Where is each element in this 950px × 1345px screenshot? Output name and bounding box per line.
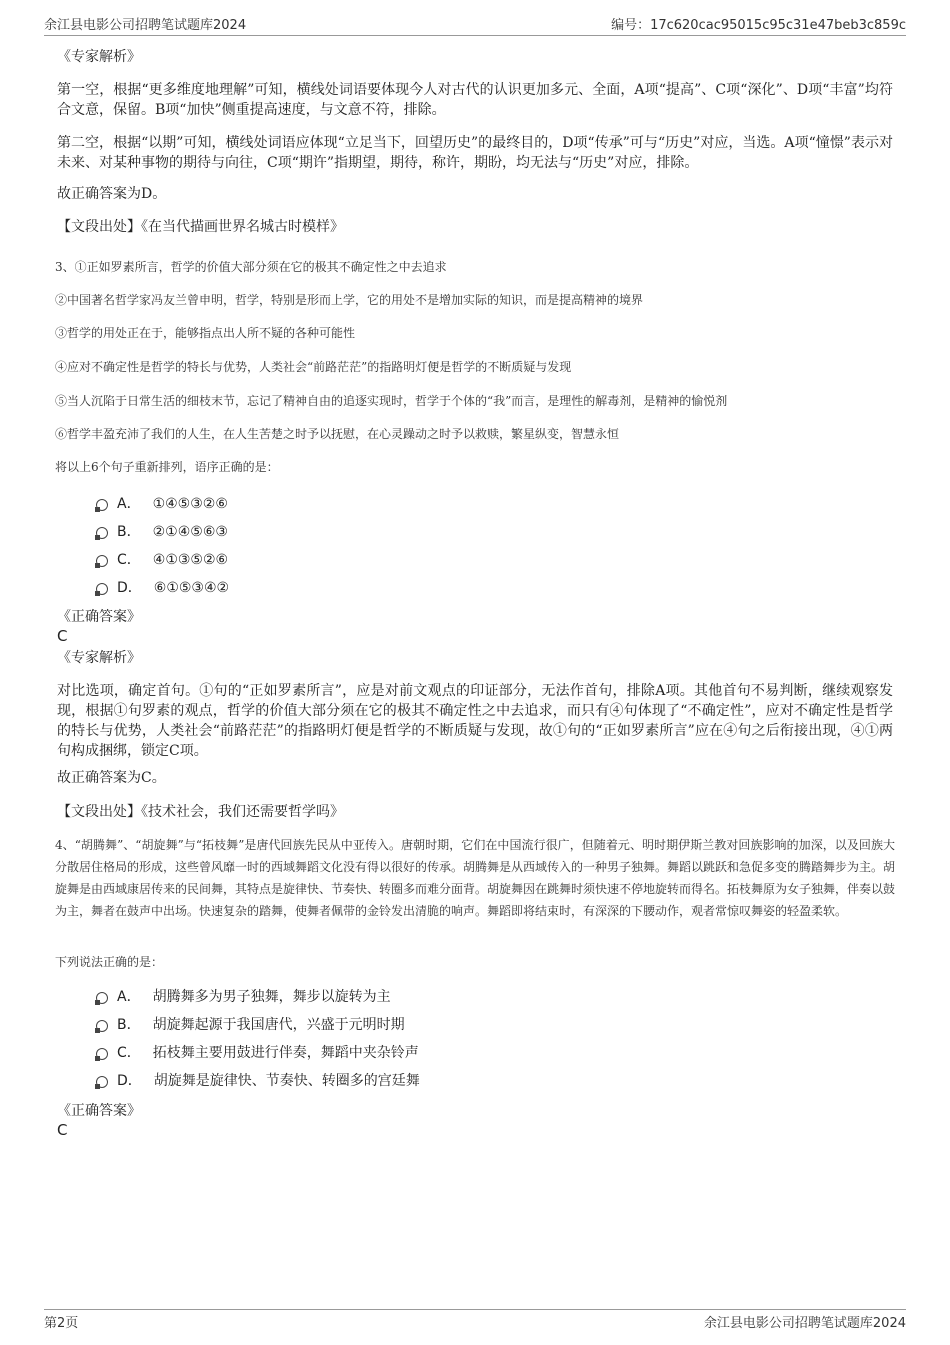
radio-icon[interactable]	[96, 499, 108, 511]
radio-icon[interactable]	[96, 583, 108, 595]
page-header	[44, 14, 906, 34]
q4-prompt: 下列说法正确的是：	[55, 955, 164, 969]
radio-icon[interactable]	[96, 555, 108, 567]
q4-answer-label: 《正确答案》	[57, 1103, 141, 1119]
q3-option-c[interactable]: C． ④①③⑤②⑥	[96, 550, 228, 570]
q2-conclusion: 故正确答案为D。	[57, 186, 167, 202]
q4-option-a[interactable]: A． 胡腾舞多为男子独舞，舞步以旋转为主	[96, 987, 391, 1007]
radio-icon[interactable]	[96, 1048, 108, 1060]
q4-passage: 4、“胡腾舞”、“胡旋舞”与“拓枝舞”是唐代回族先民从中亚传入。唐朝时期，它们在中国流行很广，但随着元、明时期伊斯兰教对回族影响的加深，以及回族大分散居住格局的形成，这些曾风靡一时的西域舞蹈文化没有得以很好的传承。胡腾舞是从西域传入的一种男子独舞。舞蹈以跳跃和急促多变的腾踏舞步为主。胡旋舞是由西域康居传来的民间舞，其特点是旋律快、节奏快、转圈多而难分面背。胡旋舞因在跳舞时须快速不停地旋转而得名。拓枝舞原为女子独舞，伴奏以鼓为主，舞者在鼓声中出场。快速复杂的踏舞，使舞者佩带的金铃发出清脆的响声。舞蹈即将结束时，有深深的下腰动作，观者常惊叹舞姿的轻盈柔软。	[55, 838, 896, 918]
q3-answer: C	[57, 627, 68, 645]
header-title: 余江县电影公司招聘笔试题库2024	[44, 18, 247, 33]
page-number: 第2页	[44, 1316, 79, 1331]
q3-sentence-4: ④应对不确定性是哲学的特长与优势，人类社会“前路茫茫”的指路明灯便是哲学的不断质疑与发现	[55, 360, 572, 374]
q3-conclusion: 故正确答案为C。	[57, 770, 166, 786]
footer-title: 余江县电影公司招聘笔试题库2024	[703, 1316, 906, 1331]
header-rule	[44, 35, 906, 36]
q3-analysis-label: 《专家解析》	[57, 650, 141, 666]
footer-rule	[44, 1309, 906, 1310]
q3-sentence-2: ②中国著名哲学家冯友兰曾申明，哲学，特别是形而上学，它的用处不是增加实际的知识，而是提高精神的境界	[55, 293, 644, 307]
radio-icon[interactable]	[96, 527, 108, 539]
q2-source: 【文段出处】《在当代描画世界名城古时模样》	[57, 219, 344, 235]
q3-sentence-1: 3、①正如罗素所言，哲学的价值大部分须在它的极其不确定性之中去追求	[55, 260, 447, 274]
q4-option-b[interactable]: B． 胡旋舞起源于我国唐代，兴盛于元明时期	[96, 1015, 405, 1035]
q4-option-c[interactable]: C． 拓枝舞主要用鼓进行伴奏，舞蹈中夹杂铃声	[96, 1043, 419, 1063]
header-doc-id: 编号：17c620cac95015c95c31e47beb3c859c	[611, 18, 906, 33]
radio-icon[interactable]	[96, 992, 108, 1004]
q3-sentence-3: ③哲学的用处正在于，能够指点出人所不疑的各种可能性	[55, 326, 356, 340]
q3-source: 【文段出处】《技术社会，我们还需要哲学吗》	[57, 804, 344, 820]
radio-icon[interactable]	[96, 1076, 108, 1088]
q2-analysis-label: 《专家解析》	[57, 49, 141, 65]
radio-icon[interactable]	[96, 1020, 108, 1032]
q3-sentence-6: ⑥哲学丰盈充沛了我们的人生，在人生苦楚之时予以抚慰，在心灵躁动之时予以救赎，繁星纵变，智慧永恒	[55, 427, 620, 441]
q3-option-d[interactable]: D． ⑥①⑤③④②	[96, 578, 229, 598]
q3-option-a[interactable]: A． ①④⑤③②⑥	[96, 494, 228, 514]
q4-option-d[interactable]: D． 胡旋舞是旋律快、节奏快、转圈多的宫廷舞	[96, 1071, 420, 1091]
q4-answer: C	[57, 1121, 68, 1139]
q3-answer-label: 《正确答案》	[57, 609, 141, 625]
q3-analysis: 对比选项，确定首句。①句的“正如罗素所言”，应是对前文观点的印证部分，无法作首句，排除A项。其他首句不易判断，继续观察发现，根据①句罗素的观点，哲学的价值大部分须在它的极其不确定性之中去追求，而只有④句体现了“不确定性”，应对不确定性是哲学的特长与优势，人类社会“前路茫茫”的指路明灯便是哲学的不断质疑与发现，故①句的“正如罗素所言”应在④句之后衔接出现，④①两句构成捆绑，锁定C项。	[57, 683, 893, 759]
q3-option-b[interactable]: B． ②①④⑤⑥③	[96, 522, 228, 542]
q3-prompt: 将以上6个句子重新排列，语序正确的是：	[55, 460, 279, 474]
q2-analysis-para1: 第一空，根据“更多维度地理解”可知，横线处词语要体现今人对古代的认识更加多元、全面，A项“提高”、C项“深化”、D项“丰富”均符合文意，保留。B项“加快”侧重提高速度，与文意不符，排除。	[57, 82, 893, 118]
q2-analysis-para2: 第二空，根据“以期”可知，横线处词语应体现“立足当下，回望历史”的最终目的，D项“传承”可与“历史”对应，当选。A项“憧憬”表示对未来、对某种事物的期待与向往，C项“期许”指期望，期待，称许，期盼，均无法与“历史”对应，排除。	[57, 135, 893, 171]
q3-sentence-5: ⑤当人沉陷于日常生活的细枝末节，忘记了精神自由的追逐实现时，哲学于个体的“我”而言，是理性的解毒剂，是精神的愉悦剂	[55, 394, 728, 408]
